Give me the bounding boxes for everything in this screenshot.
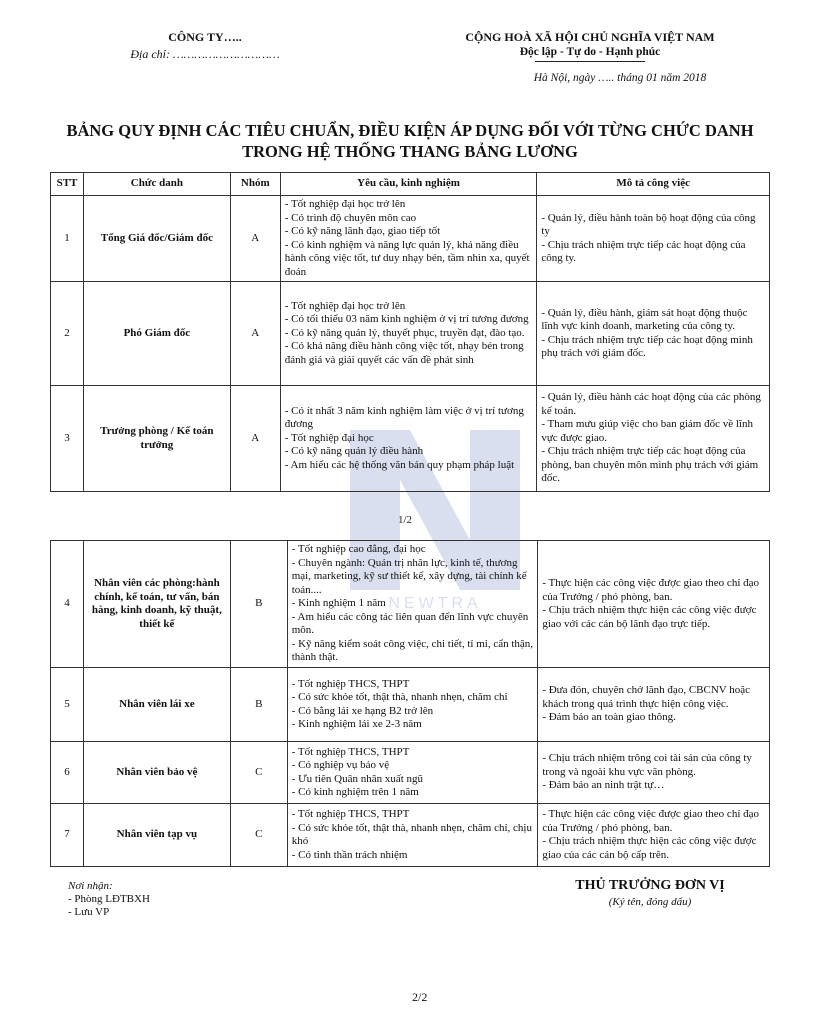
- watermark-text: NEWTRA: [388, 595, 482, 610]
- table-row: [51, 282, 770, 386]
- row-group: B: [230, 668, 287, 742]
- signature-block: [540, 878, 760, 908]
- document-date: Hà Nội, ngày ….. tháng 01 năm 2018: [533, 72, 707, 84]
- requirement-line: - Có kinh nghiệm và năng lực quản lý, khả năng điều hành công việc tốt, tư duy nhạy bén, tầm nhìn xa, quyết đoán: [284, 238, 530, 278]
- company-name: CÔNG TY…..: [168, 30, 242, 44]
- recipient-item: - Lưu VP: [68, 906, 110, 918]
- row-requirements: [280, 196, 537, 282]
- recipients-label: Nơi nhận:: [68, 880, 113, 892]
- requirement-line: - Tốt nghiệp đại học trở lên: [284, 198, 406, 210]
- row-requirements: [280, 386, 537, 492]
- requirement-line: - Kinh nghiệm lái xe 2-3 năm: [291, 718, 422, 730]
- requirement-line: - Tốt nghiệp THCS, THPT: [291, 808, 410, 820]
- requirement-line: - Có kỹ năng quản lý điều hành: [284, 445, 424, 458]
- description-line: - Chịu trách nhiệm trực tiếp các hoạt động mình phụ trách với giám đốc.: [541, 333, 753, 359]
- col-position: Chức danh: [83, 173, 230, 196]
- row-description: [538, 742, 770, 804]
- col-stt: STT: [51, 173, 84, 196]
- motto-underline: [535, 61, 645, 62]
- row-group: A: [230, 196, 280, 282]
- row-position: Nhân viên các phòng:hành chính, kế toán, tư vấn, bán hàng, kinh doanh, kỹ thuật, thiết kế: [83, 541, 230, 668]
- title-line-2: TRONG HỆ THỐNG THANG BẢNG LƯƠNG: [242, 142, 578, 161]
- requirement-line: - Có tối thiểu 03 năm kinh nghiệm ở vị trí tương đương: [284, 313, 529, 326]
- row-position: Nhân viên bảo vệ: [83, 742, 230, 804]
- requirement-line: - Có tinh thần trách nhiệm: [291, 848, 408, 861]
- page-number-1: 1/2: [398, 514, 413, 526]
- table-row: [51, 541, 770, 668]
- row-stt: 5: [51, 668, 84, 742]
- requirement-line: - Tốt nghiệp THCS, THPT: [291, 677, 410, 690]
- description-line: - Quản lý, điều hành các hoạt động của các phòng kế toán.: [541, 391, 761, 417]
- row-group: C: [230, 804, 287, 867]
- table-row: [51, 804, 770, 867]
- requirement-line: - Kỹ năng kiểm soát công việc, chi tiết, tỉ mỉ, cẩn thận, thành thật.: [291, 637, 534, 664]
- requirement-line: - Tốt nghiệp THCS, THPT: [291, 745, 410, 758]
- requirement-line: - Có kỹ năng lãnh đạo, giao tiếp tốt: [284, 225, 441, 237]
- row-position: Trưởng phòng / Kế toán trưởng: [83, 386, 230, 492]
- row-description: [538, 668, 770, 742]
- standards-table-page-2: [50, 540, 770, 867]
- requirement-line: - Có nghiệp vụ bảo vệ: [291, 759, 390, 771]
- col-group: Nhóm: [230, 173, 280, 196]
- description-line: - Đảm bảo an toàn giao thông.: [542, 711, 676, 724]
- requirement-line: - Có trình độ chuyên môn cao: [284, 211, 417, 224]
- nation-name: CỘNG HOÀ XÃ HỘI CHỦ NGHĨA VIỆT NAM: [465, 30, 715, 44]
- row-position: Tổng Giá đốc/Giám đốc: [83, 196, 230, 282]
- requirement-line: - Tốt nghiệp cao đẳng, đại học: [291, 543, 426, 556]
- description-line: - Chịu trách nhiệm trực tiếp các hoạt động của công ty.: [541, 238, 746, 264]
- requirement-line: - Kinh nghiệm 1 năm: [291, 597, 386, 610]
- row-description: [537, 282, 770, 386]
- row-description: [538, 804, 770, 867]
- requirement-line: - Tốt nghiệp đại học: [284, 431, 374, 444]
- signer-title: THỦ TRƯỞNG ĐƠN VỊ: [575, 878, 725, 893]
- requirement-line: - Am hiểu các công tác liên quan đến lĩnh vực chuyên môn.: [291, 610, 529, 637]
- requirement-line: - Tốt nghiệp đại học trở lên: [284, 299, 406, 312]
- table-row: [51, 668, 770, 742]
- col-requirements: Yêu cầu, kinh nghiệm: [280, 173, 537, 196]
- description-line: - Chịu trách nhiệm trông coi tài sản của công ty trong và ngoài khu vực văn phòng.: [542, 752, 752, 778]
- requirement-line: - Có sức khỏe tốt, thật thà, nhanh nhẹn, chăm chỉ: [291, 691, 508, 703]
- row-stt: 1: [51, 196, 84, 282]
- row-requirements: [287, 804, 538, 867]
- recipients-block: [68, 880, 150, 919]
- title-line-1: BẢNG QUY ĐỊNH CÁC TIÊU CHUẨN, ĐIỀU KIỆN ÁP DỤNG ĐỐI VỚI TỪNG CHỨC DANH: [66, 121, 754, 140]
- row-position: Phó Giám đốc: [83, 282, 230, 386]
- signer-note: (Ký tên, đóng dấu): [608, 896, 692, 908]
- requirement-line: - Có bằng lái xe hạng B2 trở lên: [291, 704, 434, 717]
- requirement-line: - Có sức khỏe tốt, thật thà, nhanh nhẹn, chăm chỉ, chịu khó: [291, 821, 532, 847]
- row-stt: 6: [51, 742, 84, 804]
- description-line: - Đảm bảo an ninh trật tự…: [542, 779, 665, 792]
- description-line: - Chịu trách nhiệm thực hiện các công việc được giao với các cán bộ lãnh đạo trực tiếp.: [542, 604, 757, 630]
- page-number-2: 2/2: [412, 990, 428, 1004]
- description-line: - Quản lý, điều hành toàn bộ hoạt động của công ty: [541, 211, 756, 237]
- company-header: [120, 30, 290, 62]
- row-position: Nhân viên lái xe: [83, 668, 230, 742]
- description-line: - Tham mưu giúp việc cho ban giám đốc về lĩnh vực được giao.: [541, 418, 753, 444]
- requirement-line: - Có kinh nghiệm trên 1 năm: [291, 786, 419, 798]
- row-requirements: [287, 668, 538, 742]
- description-line: - Thực hiện các công việc được giao theo chỉ đạo của Trưởng / phó phòng, ban.: [542, 577, 760, 603]
- national-header: [440, 30, 740, 62]
- row-description: [537, 196, 770, 282]
- row-stt: 3: [51, 386, 84, 492]
- requirement-line: - Am hiểu các hệ thống văn bản quy phạm pháp luật: [284, 458, 515, 471]
- row-stt: 2: [51, 282, 84, 386]
- row-description: [538, 541, 770, 668]
- national-motto: Độc lập - Tự do - Hạnh phúc: [519, 46, 661, 58]
- requirement-line: - Ưu tiên Quân nhân xuất ngũ: [291, 772, 424, 785]
- requirement-line: - Có kỹ năng quản lý, thuyết phục, truyền đạt, đào tạo.: [284, 326, 525, 339]
- description-line: - Đưa đón, chuyên chở lãnh đạo, CBCNV hoặc khách trong quá trình thực hiện công việc.: [542, 684, 751, 710]
- document-title: [60, 120, 760, 162]
- description-line: - Thực hiện các công việc được giao theo chỉ đạo của Trưởng / phó phòng, ban.: [542, 808, 760, 834]
- row-group: C: [230, 742, 287, 804]
- row-stt: 7: [51, 804, 84, 867]
- requirement-line: - Chuyên ngành: Quản trị nhân lực, kinh tế, thương mại, marketing, kỹ sư thiết kế, xây dựng, tài chính kế toán....: [291, 556, 527, 596]
- company-address: Địa chỉ: …………………………: [130, 47, 280, 61]
- table-row: [51, 196, 770, 282]
- requirement-line: - Có khả năng điều hành công việc tốt, nhạy bén trong đánh giá và giải quyết các vấn đề phát sinh: [284, 340, 524, 366]
- col-description: Mô tả công việc: [537, 173, 770, 196]
- row-description: [537, 386, 770, 492]
- row-group: B: [230, 541, 287, 668]
- row-requirements: [287, 541, 538, 668]
- table-header-row: [51, 173, 770, 196]
- row-stt: 4: [51, 541, 84, 668]
- row-position: Nhân viên tạp vụ: [83, 804, 230, 867]
- recipient-item: - Phòng LĐTBXH: [68, 893, 150, 905]
- description-line: - Chịu trách nhiệm thực hiện các công việc được giao của các cán bộ cấp trên.: [542, 835, 757, 861]
- requirement-line: - Có ít nhất 3 năm kinh nghiệm làm việc ở vị trí tương đương: [284, 404, 524, 431]
- description-line: - Quản lý, điều hành, giám sát hoạt động thuộc lĩnh vực kinh doanh, marketing của công ty.: [541, 306, 748, 332]
- table-row: [51, 742, 770, 804]
- description-line: - Chịu trách nhiệm trực tiếp các hoạt động của phòng, ban chuyên môn mình phụ trách với giám đốc.: [541, 445, 759, 485]
- row-group: A: [230, 282, 280, 386]
- row-requirements: [287, 742, 538, 804]
- standards-table-page-1: [50, 172, 770, 492]
- row-group: A: [230, 386, 280, 492]
- table-row: [51, 386, 770, 492]
- row-requirements: [280, 282, 537, 386]
